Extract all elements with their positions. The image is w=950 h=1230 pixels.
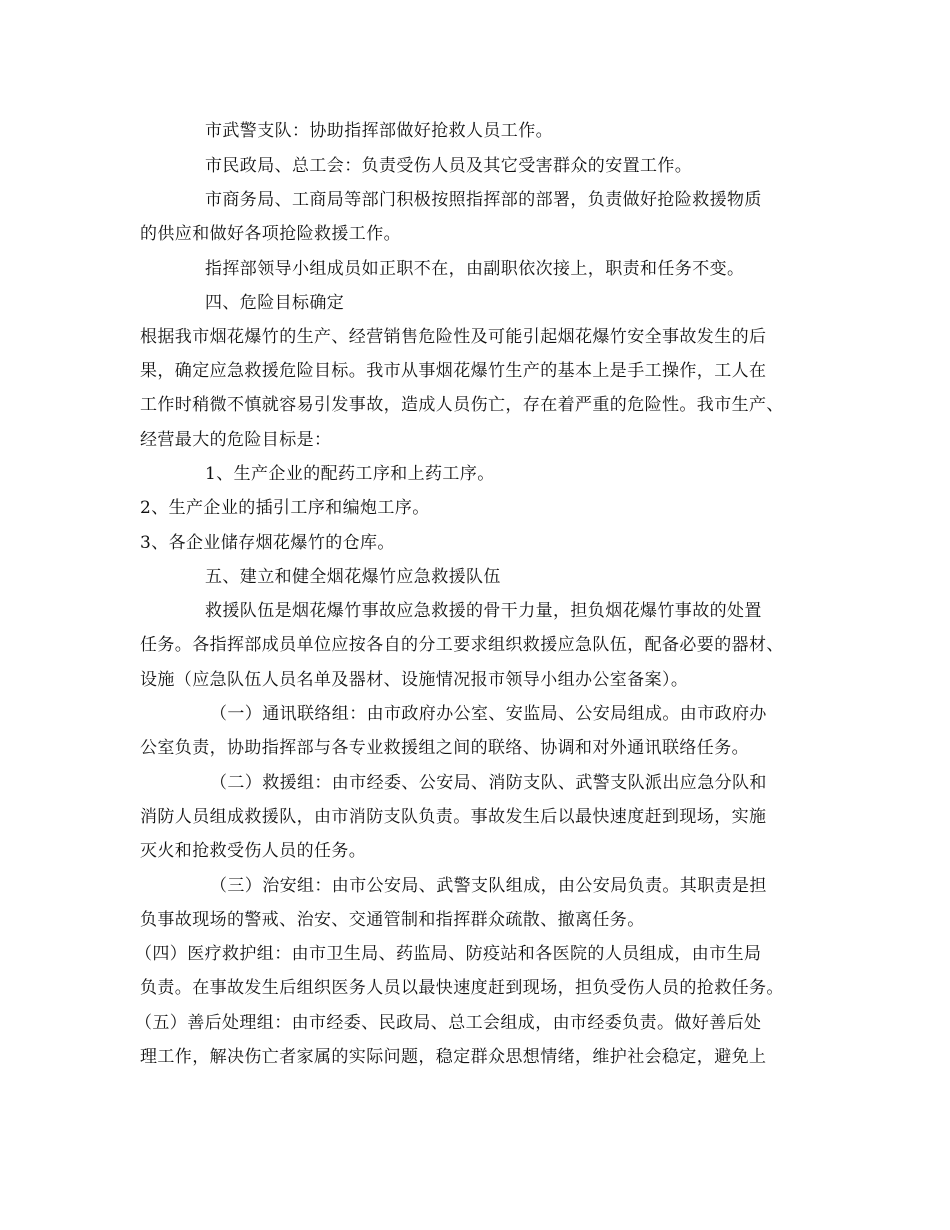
text-line: （三）治安组：由市公安局、武警支队组成，由公安局负责。其职责是担: [210, 876, 767, 896]
text-line: （五）善后处理组：由市经委、民政局、总工会组成，由市经委负责。做好善后处: [135, 1013, 762, 1033]
text-line: 工作时稍微不慎就容易引发事故，造成人员伤亡，存在着严重的危险性。我市生产、: [140, 395, 784, 415]
text-line: 根据我市烟花爆竹的生产、经营销售危险性及可能引起烟花爆竹安全事故发生的后: [140, 327, 767, 347]
text-line: （四）医疗救护组：由市卫生局、药监局、防疫站和各医院的人员组成，由市生局: [135, 944, 762, 964]
text-line: （二）救援组：由市经委、公安局、消防支队、武警支队派出应急分队和: [210, 773, 767, 793]
list-item: 1、生产企业的配药工序和上药工序。: [205, 464, 495, 484]
text-line: 指挥部领导小组成员如正职不在，由副职依次接上，职责和任务不变。: [205, 259, 745, 279]
section-heading: 五、建立和健全烟花爆竹应急救援队伍: [205, 567, 501, 587]
text-line: 理工作，解决伤亡者家属的实际问题，稳定群众思想情绪，维护社会稳定，避免上: [140, 1047, 767, 1067]
text-line: 公室负责，协助指挥部与各专业救援组之间的联络、协调和对外通讯联络任务。: [140, 738, 749, 758]
section-heading: 四、危险目标确定: [205, 293, 345, 313]
text-line: 市民政局、总工会：负责受伤人员及其它受害群众的安置工作。: [205, 156, 693, 176]
list-item: 3、各企业储存烟花爆竹的仓库。: [140, 533, 395, 553]
list-item: 2、生产企业的插引工序和编炮工序。: [140, 498, 430, 518]
text-line: 经营最大的危险目标是：: [140, 430, 332, 450]
text-line: 任务。各指挥部成员单位应按各自的分工要求组织救援应急队伍，配备必要的器材、: [140, 635, 784, 655]
text-line: 市商务局、工商局等部门积极按照指挥部的部署，负责做好抢险救援物质: [205, 190, 762, 210]
text-line: 负责。在事故发生后组织医务人员以最快速度赶到现场，担负受伤人员的抢救任务。: [140, 978, 784, 998]
text-line: 消防人员组成救援队，由市消防支队负责。事故发生后以最快速度赶到现场，实施: [140, 807, 767, 827]
text-line: 设施（应急队伍人员名单及器材、设施情况报市领导小组办公室备案）。: [140, 670, 689, 690]
text-line: 救援队伍是烟花爆竹事故应急救援的骨干力量，担负烟花爆竹事故的处置: [205, 601, 762, 621]
text-line: 负事故现场的警戒、治安、交通管制和指挥群众疏散、撤离任务。: [140, 910, 645, 930]
text-line: （一）通讯联络组：由市政府办公室、安监局、公安局组成。由市政府办: [210, 704, 767, 724]
text-line: 灭火和抢救受伤人员的任务。: [140, 841, 367, 861]
text-line: 果，确定应急救援危险目标。我市从事烟花爆竹生产的基本上是手工操作，工人在: [140, 361, 767, 381]
text-line: 市武警支队：协助指挥部做好抢救人员工作。: [205, 121, 553, 141]
text-line: 的供应和做好各项抢险救援工作。: [140, 224, 401, 244]
